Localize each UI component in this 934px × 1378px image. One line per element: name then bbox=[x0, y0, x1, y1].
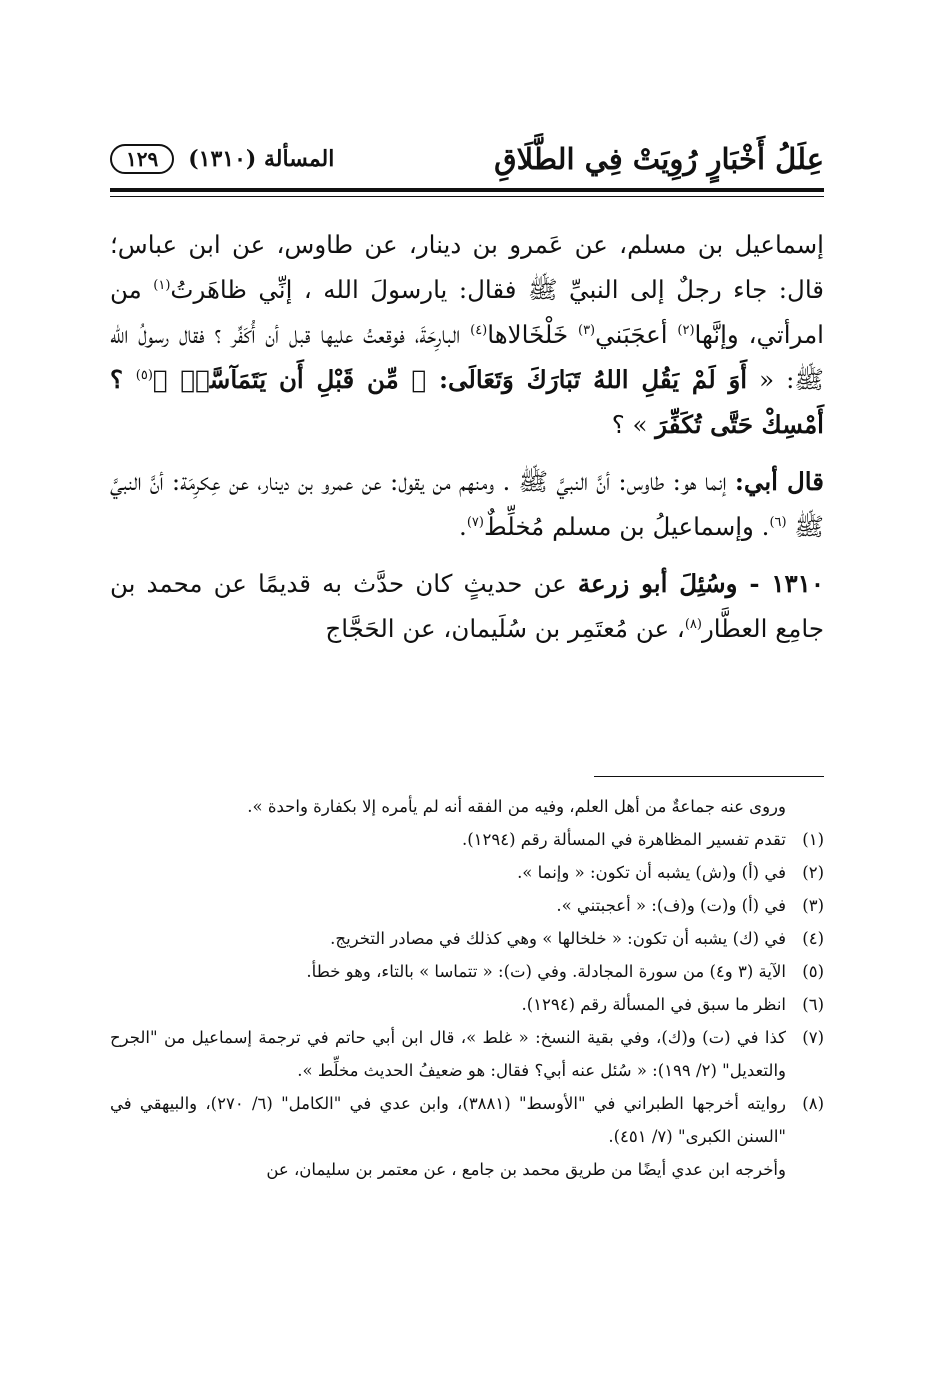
footnote-text: انظر ما سبق في المسألة رقم (١٢٩٤). bbox=[521, 995, 786, 1014]
issue-label: المسألة (١٣١٠) bbox=[188, 146, 335, 172]
footnote-item bbox=[110, 988, 824, 1021]
text-run: » ؟ bbox=[611, 410, 656, 439]
footnote-item bbox=[110, 922, 824, 955]
paragraph-abi bbox=[110, 459, 824, 549]
paragraph-hadith bbox=[110, 222, 824, 447]
text-run: . وإسماعيلُ بن مسلم مُخلِّطٌ bbox=[483, 512, 770, 541]
running-title: عِلَلُ أَخْبَارٍ رُوِيَتْ فِي الطَّلَاقِ bbox=[494, 142, 824, 176]
main-text bbox=[110, 222, 824, 651]
footnote-item bbox=[110, 1087, 824, 1153]
footnote-carryover: وروى عنه جماعةٌ من أهل العلم، وفيه من الفقه أنه لم يأمره إلا بكفارة واحدة ». bbox=[247, 797, 786, 816]
footnote-number: (٧) bbox=[802, 1028, 824, 1047]
footnote-item bbox=[110, 955, 824, 988]
footnotes bbox=[110, 790, 824, 1186]
footnote-number: (٥) bbox=[802, 962, 824, 981]
text-run: . bbox=[459, 512, 467, 541]
footnote-ref: (٢) bbox=[677, 322, 695, 338]
footnote-separator bbox=[594, 776, 824, 777]
footnote-item bbox=[110, 889, 824, 922]
footnote-number: (٦) bbox=[802, 995, 824, 1014]
footnote-text: تقدم تفسير المظاهرة في المسألة رقم (١٢٩٤). bbox=[461, 830, 786, 849]
page-header bbox=[110, 136, 824, 182]
footnote-text: روايته أخرجها الطبراني في "الأوسط" (٣٨٨١)، وابن عدي في "الكامل" (٦/ ٢٧٠)، والبيهقي في "السنن الكبرى" (٧/ ٤٥١). bbox=[110, 1094, 786, 1146]
footnote-item bbox=[110, 1021, 824, 1087]
text-run: البارِحَةَ، فوقعتُ عليها قبل أن أُكَفِّر ؟ فقال رسولُ الله ﷺ: « bbox=[110, 320, 824, 394]
footnote-ref: (٦) bbox=[769, 514, 787, 530]
quoted-bold-text: ؟ أَمْسِكْ حَتَّى تُكَفِّرَ bbox=[110, 365, 824, 439]
footnote-ref: (٨) bbox=[684, 616, 702, 632]
footnote-number: (٣) bbox=[802, 896, 824, 915]
footnote-ref: (٧) bbox=[466, 514, 484, 530]
text-run: قال: جاء رجلٌ إلى النبيِّ ﷺ فقال: يارسولَ الله ، إنِّي ظاهَرتُ bbox=[170, 275, 825, 304]
footnote-ref: (٥) bbox=[135, 367, 153, 383]
footnote-number: (٨) bbox=[802, 1094, 824, 1113]
text-run: من امرأتي، وإنَّها bbox=[110, 275, 824, 349]
footnote-text: في (أ) و(ت) و(ف): « أعجبتني ». bbox=[556, 896, 786, 915]
footnote-number: (٢) bbox=[802, 863, 824, 882]
footnote-continuation: وأخرجه ابن عدي أيضًا من طريق محمد بن جامع ، عن معتمر بن سليمان، عن bbox=[266, 1160, 786, 1179]
footnote-number: (١) bbox=[802, 830, 824, 849]
footnote-number: (٤) bbox=[802, 929, 824, 948]
page-number-badge: ١٢٩ bbox=[110, 144, 174, 174]
footnote-ref: (٤) bbox=[470, 322, 488, 338]
text-run: أعجَبَني bbox=[595, 320, 678, 349]
footnote-ref: (٣) bbox=[577, 322, 596, 338]
text-run: إنما هو: طاوس: أنَّ النبيَّ ﷺ . ومنهم من يقول: عن عمرو بن دينار، عن عِكرِمَة: أنَّ النبيَّ ﷺ bbox=[110, 467, 824, 541]
text-run: عن حديثٍ كان حدَّث به قديمًا عن محمد بن جامِع العطَّار bbox=[110, 569, 824, 643]
paragraph-lead: ١٣١٠ - وسُئِلَ أبو زرعة bbox=[577, 569, 824, 598]
paragraph-lead: قال أبي: bbox=[734, 467, 824, 496]
text-run: ، عن مُعتَمِر بن سُلَيمان، عن الحَجَّاج bbox=[325, 614, 685, 643]
footnote-ref: (١) bbox=[153, 277, 171, 293]
footnote-text: في (أ) و(ش) يشبه أن تكون: « وإنما ». bbox=[517, 863, 786, 882]
header-rule-thin bbox=[110, 196, 824, 197]
text-run: خَلْخَالاها bbox=[487, 320, 578, 349]
paragraph-issue-1310 bbox=[110, 561, 824, 651]
text-run: إسماعيل بن مسلم، عن عَمرو بن دينار، عن طاوس، عن ابن عباس؛ bbox=[110, 230, 824, 259]
footnote-text: الآية (٣ و٤) من سورة المجادلة. وفي (ت): « تتماسا » بالتاء، وهو خطأ. bbox=[306, 962, 786, 981]
header-rule-thick bbox=[110, 188, 824, 192]
quoted-bold-text: أَوَ لَمْ يَقُلِ اللهُ تَبَارَكَ وَتَعَالَى: ﴿ مِّن قَبْلِ أَن يَتَمَآسَّاۚ ﴾ bbox=[152, 365, 748, 394]
footnote-item bbox=[110, 856, 824, 889]
footnote-text: كذا في (ت) و(ك)، وفي بقية النسخ: « غلط »، قال ابن أبي حاتم في ترجمة إسماعيل من "الجرح والتعديل" (٢/ ١٩٩): « سُئل عنه أبي؟ فقال: هو ضعيفُ الحديث مخلِّط ». bbox=[110, 1028, 786, 1080]
header-issue-group bbox=[110, 144, 334, 174]
footnote-item bbox=[110, 823, 824, 856]
footnote-text: في (ك) يشبه أن تكون: « خلخالها » وهي كذلك في مصادر التخريج. bbox=[330, 929, 786, 948]
